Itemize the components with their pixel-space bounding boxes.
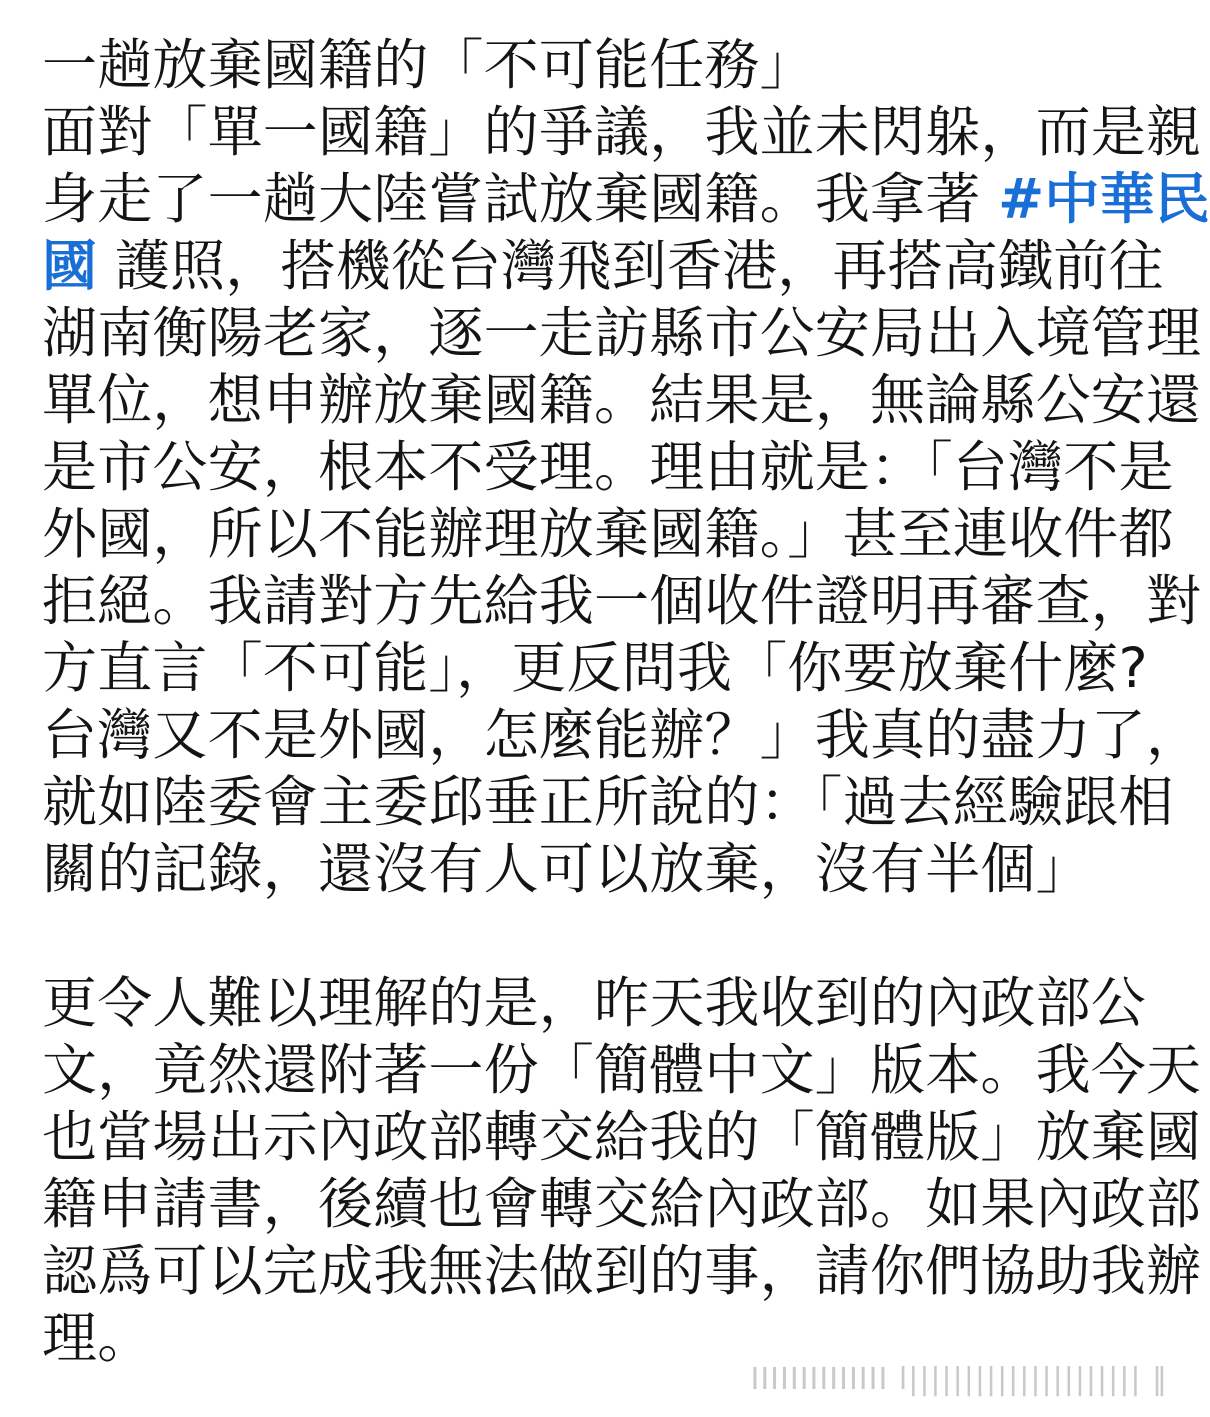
- paragraph-line: [42, 233, 1164, 300]
- paragraph-1: [42, 99, 1210, 903]
- hashtag-link[interactable]: #中華民: [998, 167, 1210, 231]
- paragraph-line: 單位，想申辦放棄國籍。結果是，無論縣公安還: [42, 368, 1202, 432]
- paragraph-line: 是市公安，根本不受理。理由就是：「台灣不是: [42, 435, 1174, 499]
- paragraph-line: 湖南衡陽老家，逐一走訪縣市公安局出入境管理: [42, 301, 1202, 365]
- paragraph-line: 關的記錄，還沒有人可以放棄，沒有半個」: [42, 837, 1091, 901]
- paragraph-line: 方直言「不可能」，更反問我「你要放棄什麼?: [42, 636, 1148, 700]
- paragraph-line: 台灣又不是外國，怎麼能辦？」我真的盡力了，: [42, 703, 1202, 767]
- paragraph-line: 也當場出示內政部轉交給我的「簡體版」放棄國: [42, 1105, 1202, 1169]
- hashtag-link-continued[interactable]: 國: [42, 234, 98, 298]
- paragraph-text: 身走了一趟大陸嘗試放棄國籍。我拿著: [42, 167, 999, 231]
- watermark: IIIIIIIIIIIIII l||||||||||||||||||||| ‖: [750, 1362, 1168, 1397]
- paragraph-line: 認爲可以完成我無法做到的事，請你們協助我辦: [42, 1239, 1202, 1303]
- paragraph-line: [42, 166, 1210, 233]
- paragraph-2: [42, 970, 1202, 1372]
- paragraph-line: 外國，所以不能辦理放棄國籍。」甚至連收件都: [42, 502, 1174, 566]
- paragraph-line: 更令人難以理解的是，昨天我收到的內政部公: [42, 971, 1147, 1035]
- paragraph-line: 就如陸委會主委邱垂正所說的：「過去經驗跟相: [42, 770, 1174, 834]
- paragraph-line: 文，竟然還附著一份「簡體中文」版本。我今天: [42, 1038, 1202, 1102]
- post-title: 一趟放棄國籍的「不可能任務」: [42, 33, 815, 97]
- paragraph-line: 拒絕。我請對方先給我一個收件證明再審查，對: [42, 569, 1202, 633]
- paragraph-text: 護照，搭機從台灣飛到香港，再搭高鐵前往: [97, 234, 1164, 298]
- paragraph-spacer: [42, 903, 1158, 970]
- paragraph-line: 籍申請書，後續也會轉交給內政部。如果內政部: [42, 1172, 1202, 1236]
- paragraph-line: 面對「單一國籍」的爭議，我並未閃躲，而是親: [42, 100, 1202, 164]
- paragraph-line: 理。: [42, 1306, 153, 1370]
- post-body: [42, 32, 1210, 1372]
